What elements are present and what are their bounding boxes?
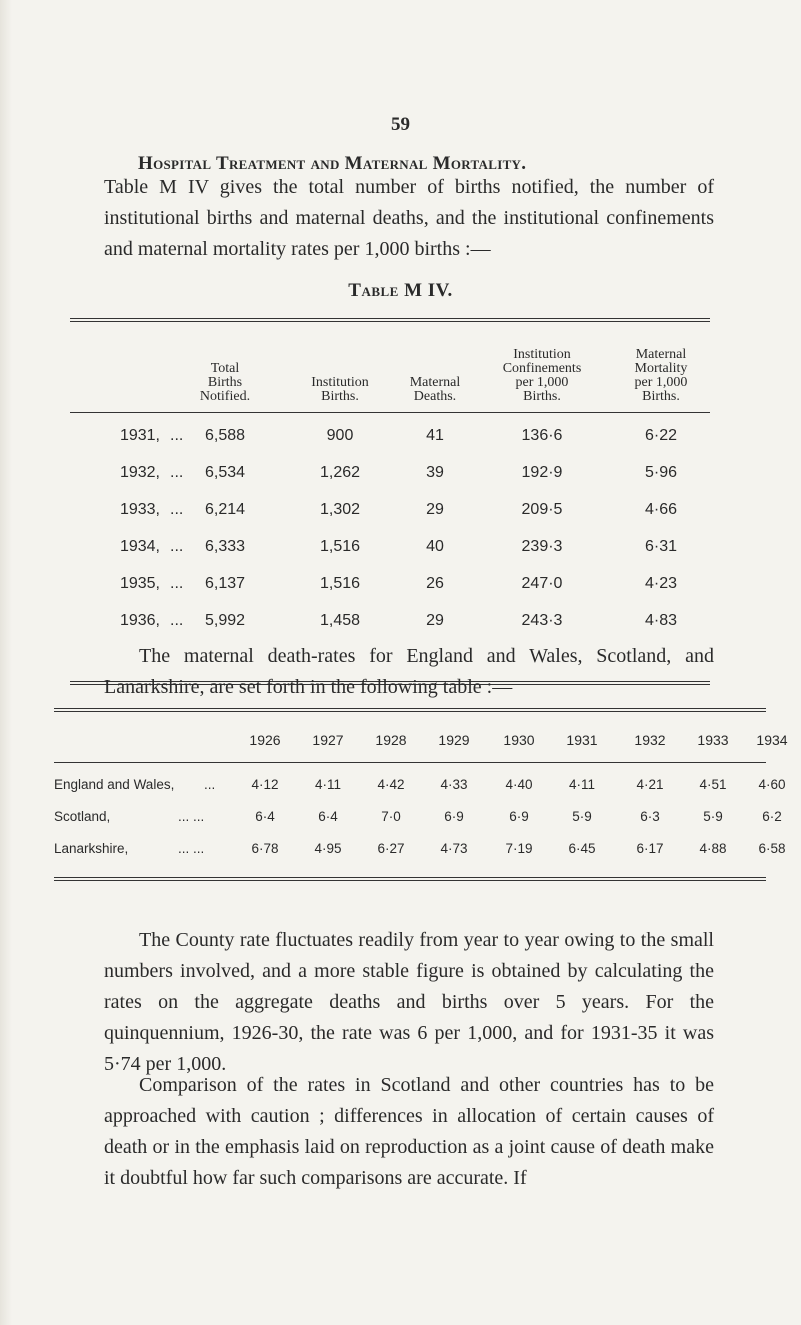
inst-births-cell: 1,516 bbox=[319, 575, 361, 592]
table-m4 bbox=[70, 318, 710, 685]
fourth-paragraph bbox=[104, 1070, 714, 1194]
year-cell: 1931, bbox=[119, 427, 160, 444]
inst-rate-cell: 192·9 bbox=[521, 464, 563, 481]
rate-cell: 4·12 bbox=[251, 777, 279, 792]
leader-dots: ... bbox=[170, 427, 184, 444]
rate-cell: 4·42 bbox=[377, 777, 405, 792]
inst-births-cell: 1,458 bbox=[319, 612, 361, 629]
rate-cell: 4·33 bbox=[440, 777, 468, 792]
third-paragraph bbox=[104, 925, 714, 1080]
deaths-cell: 41 bbox=[426, 427, 444, 444]
col-institution-confinements: Institution Confinements per 1,000 Births. bbox=[502, 347, 582, 404]
rate-cell: 6·9 bbox=[509, 809, 529, 824]
region-label: Lanarkshire, bbox=[54, 841, 129, 856]
deaths-cell: 29 bbox=[426, 501, 444, 518]
births-cell: 6,137 bbox=[205, 575, 246, 592]
region-label: England and Wales, bbox=[54, 777, 175, 792]
page-edge-shadow bbox=[0, 0, 12, 1325]
table-row bbox=[70, 456, 710, 493]
intro-paragraph bbox=[104, 172, 714, 265]
year-header: 1932 bbox=[634, 732, 666, 748]
rate-cell: 4·11 bbox=[314, 777, 342, 792]
year-header: 1933 bbox=[697, 732, 729, 748]
intro-text: Table M IV gives the total number of births notified, the number of institutional births and maternal deaths, and the institutional confinements and maternal mortality rates per 1,000 births :— bbox=[104, 176, 714, 260]
inst-births-cell: 1,516 bbox=[319, 538, 361, 555]
births-cell: 6,333 bbox=[205, 538, 246, 555]
region-label: Scotland, bbox=[54, 809, 111, 824]
rate-cell: 6·4 bbox=[255, 809, 275, 824]
inst-rate-cell: 239·3 bbox=[521, 538, 563, 555]
rate-cell: 5·9 bbox=[572, 809, 592, 824]
year-header: 1926 bbox=[249, 732, 281, 748]
year-header: 1929 bbox=[438, 732, 470, 748]
rate-cell: 4·60 bbox=[758, 777, 786, 792]
col-total-births: Total Births Notified. bbox=[199, 361, 251, 404]
births-cell: 6,588 bbox=[205, 427, 246, 444]
inst-rate-cell: 243·3 bbox=[521, 612, 563, 629]
table-row bbox=[54, 801, 782, 833]
year-header: 1931 bbox=[566, 732, 598, 748]
table-row bbox=[70, 604, 710, 641]
col-maternal-mortality: Maternal Mortality per 1,000 Births. bbox=[634, 347, 688, 404]
table-row bbox=[70, 567, 710, 604]
table-m4-title: Table M IV. bbox=[348, 280, 453, 301]
rate-cell: 4·73 bbox=[440, 841, 468, 856]
page-number: 59 bbox=[391, 114, 410, 135]
year-header: 1934 bbox=[756, 732, 788, 748]
leader-dots: ... bbox=[170, 575, 184, 592]
leader-dots: ... bbox=[170, 464, 184, 481]
rate-cell: 6·58 bbox=[758, 841, 786, 856]
inst-births-cell: 900 bbox=[326, 427, 354, 444]
rate-cell: 6·2 bbox=[762, 809, 782, 824]
mort-rate-cell: 4·23 bbox=[644, 575, 678, 592]
leader-dots: ... bbox=[170, 612, 184, 629]
second-text: The maternal death-rates for England and Wales, Scotland, and Lanarkshire, are set forth in the following table :— bbox=[104, 645, 714, 698]
inst-rate-cell: 209·5 bbox=[521, 501, 563, 518]
leader-dots: ... bbox=[170, 538, 184, 555]
deaths-cell: 39 bbox=[426, 464, 444, 481]
year-header: 1928 bbox=[375, 732, 407, 748]
mort-rate-cell: 5·96 bbox=[644, 464, 678, 481]
rate-cell: 4·11 bbox=[568, 777, 596, 792]
table-bottom-rule bbox=[54, 877, 766, 881]
rate-cell: 6·9 bbox=[444, 809, 464, 824]
rate-cell: 4·40 bbox=[505, 777, 533, 792]
rate-cell: 6·3 bbox=[640, 809, 660, 824]
table-row bbox=[54, 769, 786, 801]
col-institution-births: Institution Births. bbox=[311, 375, 369, 404]
comparison-table-header bbox=[54, 712, 788, 762]
rate-cell: 6·17 bbox=[636, 841, 664, 856]
mort-rate-cell: 6·22 bbox=[644, 427, 678, 444]
year-header: 1930 bbox=[503, 732, 535, 748]
leader-dots: ... ... bbox=[178, 841, 205, 856]
fourth-text: Comparison of the rates in Scotland and other countries has to be approached with caution ; differences in allocation of certain causes of death or in the emphasis laid on reproduction as a joint cause of death make it doubtful how far such comparisons are accurate. If bbox=[104, 1074, 714, 1189]
inst-rate-cell: 136·6 bbox=[521, 427, 563, 444]
births-cell: 6,534 bbox=[205, 464, 246, 481]
leader-dots: ... bbox=[204, 777, 216, 792]
births-cell: 5,992 bbox=[205, 612, 246, 629]
deaths-cell: 29 bbox=[426, 612, 444, 629]
rate-cell: 4·95 bbox=[314, 841, 342, 856]
section-heading: Hospital Treatment and Maternal Mortality. bbox=[138, 153, 527, 174]
rate-cell: 6·4 bbox=[318, 809, 338, 824]
col-maternal-deaths: Maternal Deaths. bbox=[409, 375, 461, 404]
rate-cell: 6·27 bbox=[377, 841, 405, 856]
rate-cell: 4·88 bbox=[699, 841, 727, 856]
table-row bbox=[70, 493, 710, 530]
second-paragraph bbox=[104, 641, 714, 703]
table-row bbox=[70, 419, 710, 456]
inst-births-cell: 1,262 bbox=[319, 464, 361, 481]
deaths-cell: 40 bbox=[426, 538, 444, 555]
comparison-table bbox=[54, 708, 788, 881]
year-header: 1927 bbox=[312, 732, 344, 748]
table-row bbox=[70, 530, 710, 567]
rate-cell: 6·45 bbox=[568, 841, 596, 856]
year-cell: 1933, bbox=[119, 501, 160, 518]
mort-rate-cell: 6·31 bbox=[644, 538, 678, 555]
rate-cell: 4·51 bbox=[699, 777, 727, 792]
rate-cell: 6·78 bbox=[251, 841, 279, 856]
year-cell: 1935, bbox=[119, 575, 160, 592]
births-cell: 6,214 bbox=[205, 501, 246, 518]
table-row bbox=[54, 833, 786, 865]
year-cell: 1932, bbox=[119, 464, 160, 481]
year-cell: 1936, bbox=[119, 612, 160, 629]
inst-rate-cell: 247·0 bbox=[521, 575, 563, 592]
leader-dots: ... bbox=[170, 501, 184, 518]
mort-rate-cell: 4·83 bbox=[644, 612, 678, 629]
inst-births-cell: 1,302 bbox=[319, 501, 361, 518]
year-cell: 1934, bbox=[119, 538, 160, 555]
rate-cell: 4·21 bbox=[636, 777, 664, 792]
table-m4-header bbox=[70, 322, 710, 412]
rate-cell: 7·0 bbox=[381, 809, 401, 824]
rate-cell: 5·9 bbox=[703, 809, 723, 824]
leader-dots: ... ... bbox=[178, 809, 205, 824]
rate-cell: 7·19 bbox=[505, 841, 533, 856]
deaths-cell: 26 bbox=[426, 575, 444, 592]
mort-rate-cell: 4·66 bbox=[644, 501, 678, 518]
third-text: The County rate fluctuates readily from year to year owing to the small numbers involved, and a more stable figure is obtained by calculating the rates on the aggregate deaths and births over 5 years. For the quinquennium, 1926-30, the rate was 6 per 1,000, and for 1931-35 it was 5·74 per 1,000. bbox=[104, 929, 714, 1075]
